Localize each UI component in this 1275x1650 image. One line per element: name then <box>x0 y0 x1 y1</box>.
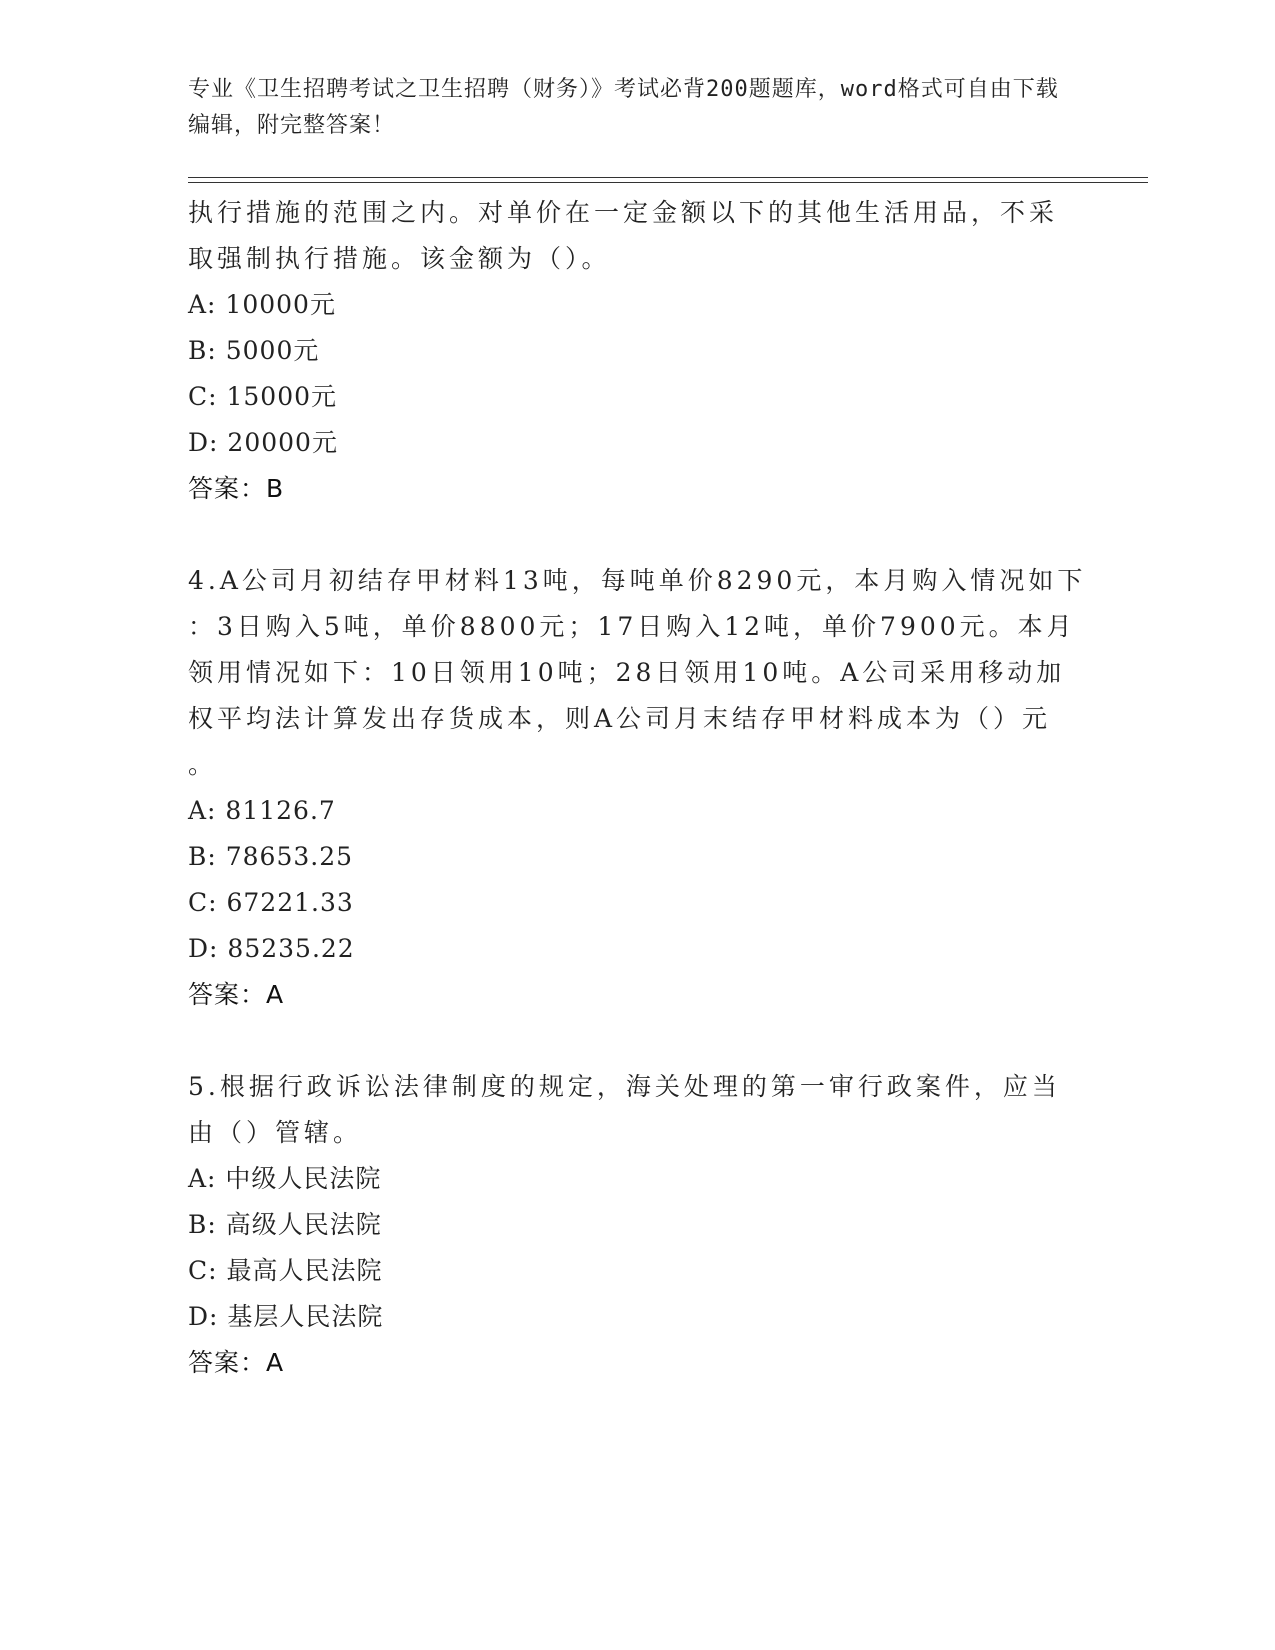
question-text-line: 领用情况如下：10日领用10吨；28日领用10吨。A公司采用移动加 <box>188 658 1066 687</box>
question-text-line: ：3日购入5吨，单价8800元；17日购入12吨，单价7900元。本月 <box>188 612 1076 641</box>
option-a: A: 81126.7 <box>188 796 336 825</box>
question-text-line: 。 <box>188 750 218 779</box>
question-text-line: 取强制执行措施。该金额为（）。 <box>188 244 611 273</box>
option-d: D: 基层人民法院 <box>188 1302 384 1331</box>
question-block <box>188 1064 1088 1386</box>
question-block <box>188 558 1088 1018</box>
spacer <box>188 512 1088 558</box>
option-b: B: 高级人民法院 <box>188 1210 382 1239</box>
option-c: C: 最高人民法院 <box>188 1256 383 1285</box>
question-list <box>188 190 1088 1386</box>
question-text-line: 5.根据行政诉讼法律制度的规定，海关处理的第一审行政案件，应当 <box>188 1072 1061 1101</box>
header-rule-top <box>188 177 1148 178</box>
spacer <box>188 1018 1088 1064</box>
question-text-line: 由（）管辖。 <box>188 1118 363 1147</box>
option-c: C: 67221.33 <box>188 888 354 917</box>
option-a: A: 中级人民法院 <box>188 1164 382 1193</box>
question-text-line: 执行措施的范围之内。对单价在一定金额以下的其他生活用品，不采 <box>188 198 1059 227</box>
header-rule-bottom <box>188 182 1148 183</box>
answer-line: 答案：A <box>188 980 285 1009</box>
option-d: D: 20000元 <box>188 428 338 457</box>
answer-line: 答案：B <box>188 474 285 503</box>
option-b: B: 78653.25 <box>188 842 354 871</box>
document-header: 专业《卫生招聘考试之卫生招聘（财务）》考试必背200题题库，word格式可自由下载编辑，附完整答案！ <box>188 77 1059 138</box>
question-text-line: 权平均法计算发出存货成本，则A公司月末结存甲材料成本为（）元 <box>188 704 1052 733</box>
option-a: A: 10000元 <box>188 290 336 319</box>
option-b: B: 5000元 <box>188 336 320 365</box>
question-text-line: 4.A公司月初结存甲材料13吨，每吨单价8290元，本月购入情况如下 <box>188 566 1087 595</box>
question-block <box>188 190 1088 512</box>
option-d: D: 85235.22 <box>188 934 355 963</box>
option-c: C: 15000元 <box>188 382 338 411</box>
answer-line: 答案：A <box>188 1348 285 1377</box>
